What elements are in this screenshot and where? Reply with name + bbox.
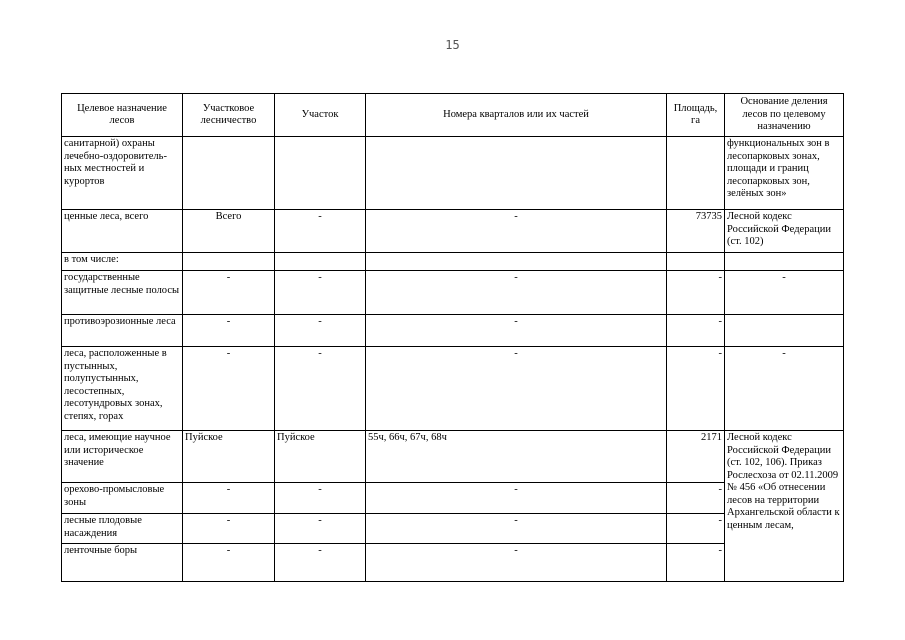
cell-forestry: - [183, 315, 275, 347]
cell-purpose: ленточные боры [62, 544, 183, 582]
cell-quarters: 55ч, 66ч, 67ч, 68ч [366, 431, 667, 483]
cell-area: - [667, 347, 725, 431]
cell-area [667, 137, 725, 210]
cell-plot [275, 137, 366, 210]
cell-quarters [366, 137, 667, 210]
cell-basis [725, 253, 844, 271]
cell-forestry: Пуйское [183, 431, 275, 483]
cell-purpose: ценные леса, всего [62, 210, 183, 253]
header-purpose: Целевое назначение лесов [62, 94, 183, 137]
cell-forestry [183, 253, 275, 271]
header-plot: Участок [275, 94, 366, 137]
cell-purpose: лесные плодовые насаждения [62, 514, 183, 544]
cell-area: - [667, 544, 725, 582]
header-area: Площадь, га [667, 94, 725, 137]
cell-plot: Пуйское [275, 431, 366, 483]
cell-quarters: - [366, 210, 667, 253]
cell-purpose: санитарной) охраны лечебно-оздоровитель-ных местностей и курортов [62, 137, 183, 210]
cell-plot: - [275, 315, 366, 347]
cell-plot [275, 253, 366, 271]
forest-purpose-table [61, 93, 844, 582]
cell-plot: - [275, 210, 366, 253]
table-row [62, 253, 844, 271]
cell-forestry [183, 137, 275, 210]
cell-forestry: - [183, 544, 275, 582]
cell-area: - [667, 271, 725, 315]
cell-basis [725, 315, 844, 347]
cell-basis: функциональных зон в лесопарковых зонах, площади и границ лесопарковых зон, зелёных зон» [725, 137, 844, 210]
cell-plot: - [275, 347, 366, 431]
page-number: 15 [445, 38, 460, 52]
cell-purpose: леса, расположенные в пустынных, полупустынных, лесостепных, лесотундровых зонах, степях, горах [62, 347, 183, 431]
table-row [62, 210, 844, 253]
cell-quarters: - [366, 271, 667, 315]
cell-quarters: - [366, 483, 667, 514]
cell-area: - [667, 514, 725, 544]
cell-basis: - [725, 347, 844, 431]
cell-purpose: государственные защитные лесные полосы [62, 271, 183, 315]
cell-plot: - [275, 483, 366, 514]
cell-purpose: в том числе: [62, 253, 183, 271]
cell-plot: - [275, 544, 366, 582]
cell-purpose: леса, имеющие научное или историческое значение [62, 431, 183, 483]
cell-forestry: - [183, 483, 275, 514]
header-forestry: Участковое лесничество [183, 94, 275, 137]
header-quarters: Номера кварталов или их частей [366, 94, 667, 137]
cell-basis-merged: Лесной кодекс Российской Федерации (ст. 102, 106). Приказ Рослесхоза от 02.11.2009 № 456 «Об отнесении лесов на территории Архангельской области к ценным лесам, [725, 431, 844, 582]
table-row [62, 347, 844, 431]
table-header-row [62, 94, 844, 137]
cell-area: - [667, 315, 725, 347]
table-row [62, 271, 844, 315]
cell-area: 2171 [667, 431, 725, 483]
cell-forestry: - [183, 347, 275, 431]
cell-area [667, 253, 725, 271]
cell-quarters: - [366, 514, 667, 544]
cell-purpose: орехово-промысловые зоны [62, 483, 183, 514]
cell-plot: - [275, 271, 366, 315]
cell-forestry: - [183, 514, 275, 544]
cell-forestry: Всего [183, 210, 275, 253]
cell-quarters: - [366, 347, 667, 431]
cell-area: - [667, 483, 725, 514]
cell-quarters: - [366, 315, 667, 347]
cell-plot: - [275, 514, 366, 544]
cell-basis: - [725, 271, 844, 315]
cell-quarters: - [366, 544, 667, 582]
header-basis: Основание деления лесов по целевому назначению [725, 94, 844, 137]
cell-quarters [366, 253, 667, 271]
cell-forestry: - [183, 271, 275, 315]
cell-purpose: противоэрозионные леса [62, 315, 183, 347]
cell-area: 73735 [667, 210, 725, 253]
table-row [62, 431, 844, 483]
table-row [62, 137, 844, 210]
table-row [62, 315, 844, 347]
cell-basis: Лесной кодекс Российской Федерации (ст. 102) [725, 210, 844, 253]
